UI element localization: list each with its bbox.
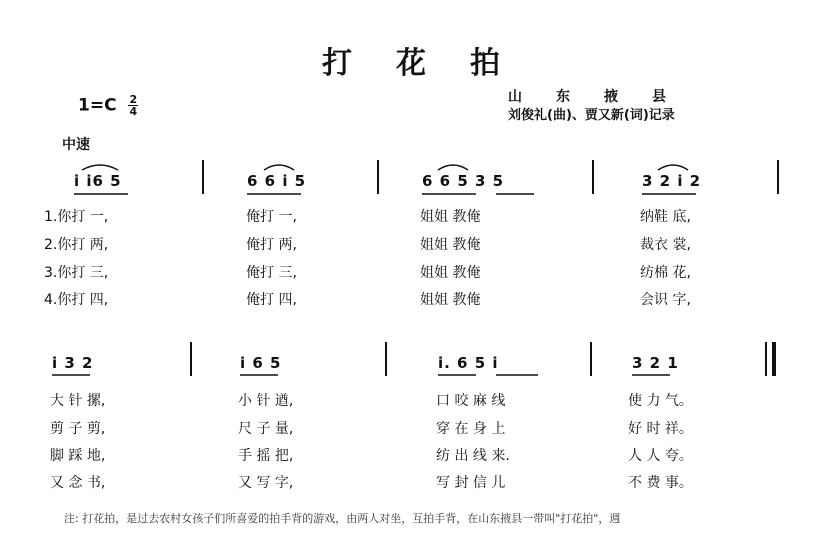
slur-mark [80, 160, 120, 172]
footnote: 注: 打花拍，是过去农村女孩子们所喜爱的拍手背的游戏，由两人对坐，互拍手背，在山东掖县一带叫"打花拍"，週 [64, 512, 621, 525]
row2-verse3-m4: 人 人 夸。 [628, 448, 693, 464]
row1-measure-1-notes: i i6 5 [74, 172, 122, 190]
row1-verse3-m1: 3.你打 三, [44, 265, 109, 281]
beam-mark [238, 373, 282, 379]
row2-verse1-m4: 使 力 气。 [628, 393, 693, 409]
row2-verse3-m3: 纺 出 线 来. [436, 448, 510, 464]
time-numerator: 2 [129, 93, 138, 106]
time-denominator: 4 [129, 105, 138, 118]
row2-verse3-m2: 手 摇 把, [238, 448, 294, 464]
row1-verse2-m1: 2.你打 两, [44, 237, 109, 253]
beam-mark [420, 192, 480, 198]
row1-measure-3-notes: 6 6 5 3 5 [422, 172, 505, 190]
row2-measure-1-notes: i 3 2 [52, 354, 94, 372]
row1-measure-2-notes: 6 6 i 5 [247, 172, 307, 190]
row1-verse4-m2: 俺打 四, [246, 292, 297, 308]
beam-mark [630, 373, 674, 379]
bar-line [377, 160, 379, 194]
row1-verse4-m3: 姐姐 教俺 [420, 292, 481, 308]
credit-authors: 刘俊礼(曲)、贾又新(词)记录 [508, 108, 675, 123]
beam-mark [50, 373, 94, 379]
row1-verse1-m4: 纳鞋 底, [640, 209, 691, 225]
row1-verse3-m3: 姐姐 教俺 [420, 265, 481, 281]
beam-mark [494, 373, 542, 379]
row2-verse2-m1: 剪 子 剪, [50, 421, 106, 437]
row2-measure-4-notes: 3 2 1 [632, 354, 679, 372]
row2-verse2-m4: 好 时 祥。 [628, 421, 693, 437]
row1-verse1-m2: 俺打 一, [246, 209, 297, 225]
row2-measure-3-notes: i. 6 5 i [438, 354, 499, 372]
row1-verse4-m4: 会识 字, [640, 292, 691, 308]
beam-mark [245, 192, 305, 198]
row2-measure-2-notes: i 6 5 [240, 354, 282, 372]
row2-verse2-m3: 穿 在 身 上 [436, 421, 506, 437]
row1-verse3-m2: 俺打 三, [246, 265, 297, 281]
bar-line [202, 160, 204, 194]
beam-mark [494, 192, 538, 198]
beam-mark [640, 192, 700, 198]
row1-verse3-m4: 纺棉 花, [640, 265, 691, 281]
slur-mark [436, 160, 470, 172]
beam-mark [436, 373, 480, 379]
row1-verse2-m4: 裁衣 裳, [640, 237, 691, 253]
bar-line [190, 342, 192, 376]
key-label: 1=C [78, 95, 117, 116]
row2-verse1-m1: 大 针 摞, [50, 393, 106, 409]
bar-line [765, 342, 767, 376]
row2-verse2-m2: 尺 子 量, [238, 421, 294, 437]
beam-mark [72, 192, 132, 198]
song-title: 打花拍 [322, 46, 544, 81]
row1-verse4-m1: 4.你打 四, [44, 292, 109, 308]
final-bar-line [772, 342, 776, 376]
row1-verse1-m1: 1.你打 一, [44, 209, 109, 225]
bar-line [777, 160, 779, 194]
slur-mark [262, 160, 296, 172]
row2-verse4-m3: 写 封 信 儿 [436, 475, 506, 491]
row1-verse2-m3: 姐姐 教俺 [420, 237, 481, 253]
credit-region: 山东掖县 [508, 89, 700, 105]
row2-verse4-m2: 又 写 字, [238, 475, 294, 491]
row2-verse4-m1: 又 念 书, [50, 475, 106, 491]
bar-line [385, 342, 387, 376]
row2-verse4-m4: 不 费 事。 [628, 475, 693, 491]
row2-verse3-m1: 脚 踩 地, [50, 448, 106, 464]
row2-verse1-m2: 小 针 遒, [238, 393, 294, 409]
time-signature [128, 94, 138, 117]
bar-line [592, 160, 594, 194]
key-signature [78, 94, 138, 117]
tempo-marking: 中速 [62, 137, 90, 153]
row1-verse1-m3: 姐姐 教俺 [420, 209, 481, 225]
row2-verse1-m3: 口 咬 麻 线 [436, 393, 506, 409]
row1-verse2-m2: 俺打 两, [246, 237, 297, 253]
row1-measure-4-notes: 3 2 i 2 [642, 172, 702, 190]
bar-line [590, 342, 592, 376]
slur-mark [656, 160, 690, 172]
